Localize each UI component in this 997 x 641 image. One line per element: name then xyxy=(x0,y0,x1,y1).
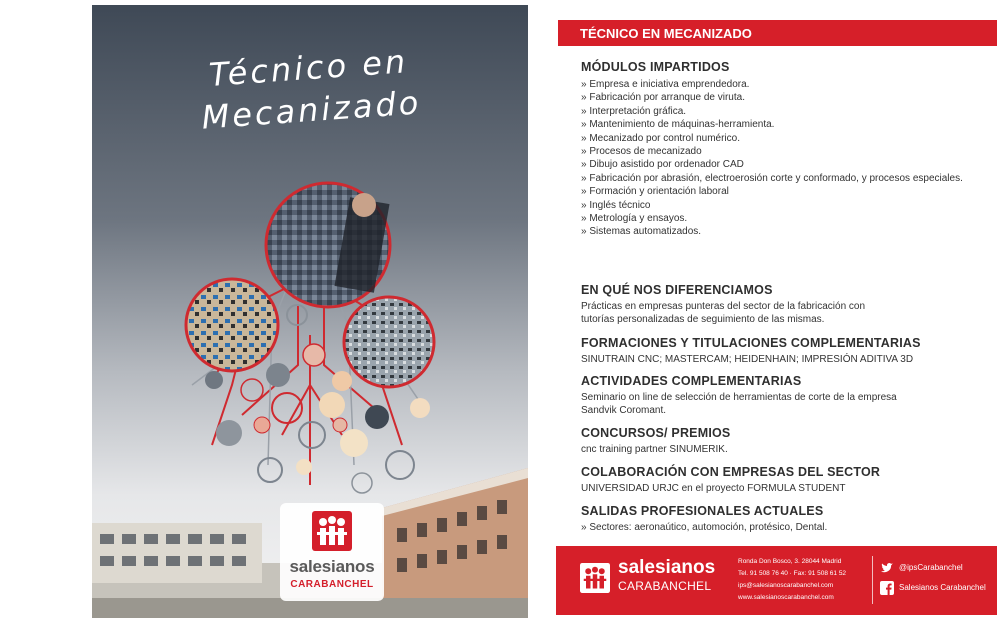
section-title-modulos: MÓDULOS IMPARTIDOS xyxy=(581,60,730,74)
list-item: » Dibujo asistido por ordenador CAD xyxy=(581,158,963,171)
section-modulos xyxy=(581,60,963,239)
address-text: Ronda Don Bosco, 3. 28044 Madrid xyxy=(738,558,842,565)
list-item: » Fabricación por abrasión, electroerosión corte y conformado, y procesos especiales. xyxy=(581,172,963,185)
list-item: » Empresa e iniciativa emprendedora. xyxy=(581,78,963,91)
twitter-link[interactable] xyxy=(880,558,986,578)
section-title-actividades: ACTIVIDADES COMPLEMENTARIAS xyxy=(581,374,802,388)
list-item: » Fabricación por arranque de viruta. xyxy=(581,91,963,104)
contact-info xyxy=(738,556,846,604)
footer-wordmark: salesianos xyxy=(618,557,716,578)
section-title-formaciones: FORMACIONES Y TITULACIONES COMPLEMENTARIAS xyxy=(581,336,921,350)
salesianos-logo-icon xyxy=(580,563,610,593)
twitter-handle: @ipsCarabanchel xyxy=(899,563,963,572)
email-link[interactable]: ips@salesianoscarabanchel.com xyxy=(738,582,834,589)
social-links xyxy=(880,558,986,598)
section-concursos xyxy=(581,426,730,456)
footer-divider xyxy=(872,556,873,604)
photo-workshop xyxy=(266,183,390,307)
list-item: » Mecanizado por control numérico. xyxy=(581,132,963,145)
section-actividades xyxy=(581,374,897,417)
page-title: TÉCNICO EN MECANIZADO xyxy=(580,26,752,41)
section-title-concursos: CONCURSOS/ PREMIOS xyxy=(581,426,731,440)
salidas-text: » Sectores: aeronaútico, automoción, protésico, Dental. xyxy=(581,522,828,533)
list-item: » Mantenimiento de máquinas-herramienta. xyxy=(581,118,963,131)
section-title-salidas: SALIDAS PROFESIONALES ACTUALES xyxy=(581,504,824,518)
list-item: » Formación y orientación laboral xyxy=(581,185,963,198)
photo-classroom xyxy=(186,279,278,371)
logo-subtitle: CARABANCHEL xyxy=(290,579,374,590)
facebook-name: Salesianos Carabanchel xyxy=(899,583,986,592)
colaboracion-text: UNIVERSIDAD URJC en el proyecto FORMULA STUDENT xyxy=(581,483,846,494)
salesianos-logo-icon xyxy=(312,511,352,551)
list-item: » Metrología y ensayos. xyxy=(581,212,963,225)
section-colaboracion xyxy=(581,465,880,495)
formaciones-text: SINUTRAIN CNC; MASTERCAM; HEIDENHAIN; IMPRESIÓN ADITIVA 3D xyxy=(581,354,914,365)
photo-lab xyxy=(344,297,434,387)
footer-subtitle: CARABANCHEL xyxy=(618,579,712,593)
modules-list xyxy=(581,78,963,239)
list-item: » Inglés técnico xyxy=(581,199,963,212)
actividades-line1: Seminario on line de selección de herramientas de corte de la empresa xyxy=(581,392,897,403)
list-item: » Interpretación gráfica. xyxy=(581,105,963,118)
section-title-colaboracion: COLABORACIÓN CON EMPRESAS DEL SECTOR xyxy=(581,465,881,479)
footer-bar xyxy=(556,546,997,615)
salesianos-logo-card xyxy=(280,503,384,601)
poster-title-line1: Técnico en xyxy=(207,42,410,94)
facebook-link[interactable] xyxy=(880,578,986,598)
section-diferenciamos xyxy=(581,283,865,326)
logo-wordmark: salesianos xyxy=(289,557,375,576)
list-item: » Procesos de mecanizado xyxy=(581,145,963,158)
diferenciamos-line1: Prácticas en empresas punteras del sector de la fabricación con xyxy=(581,301,866,312)
facebook-icon xyxy=(880,581,894,595)
concursos-text: cnc training partner SINUMERIK. xyxy=(581,444,728,455)
section-title-diferenciamos: EN QUÉ NOS DIFERENCIAMOS xyxy=(581,283,773,297)
phone-text: Tel. 91 508 76 40 · Fax: 91 508 61 52 xyxy=(738,570,847,577)
twitter-icon xyxy=(880,561,894,575)
poster-title-line2: Mecanizado xyxy=(200,83,423,137)
header-bar xyxy=(558,20,997,46)
section-formaciones xyxy=(581,336,921,366)
website-link[interactable]: www.salesianoscarabanchel.com xyxy=(738,594,834,601)
course-poster xyxy=(92,5,528,618)
actividades-line2: Sandvik Coromant. xyxy=(581,405,667,416)
list-item: » Sistemas automatizados. xyxy=(581,225,963,238)
section-salidas xyxy=(581,504,827,534)
diferenciamos-line2: tutorías personalizadas de seguimiento de las mismas. xyxy=(581,314,825,325)
